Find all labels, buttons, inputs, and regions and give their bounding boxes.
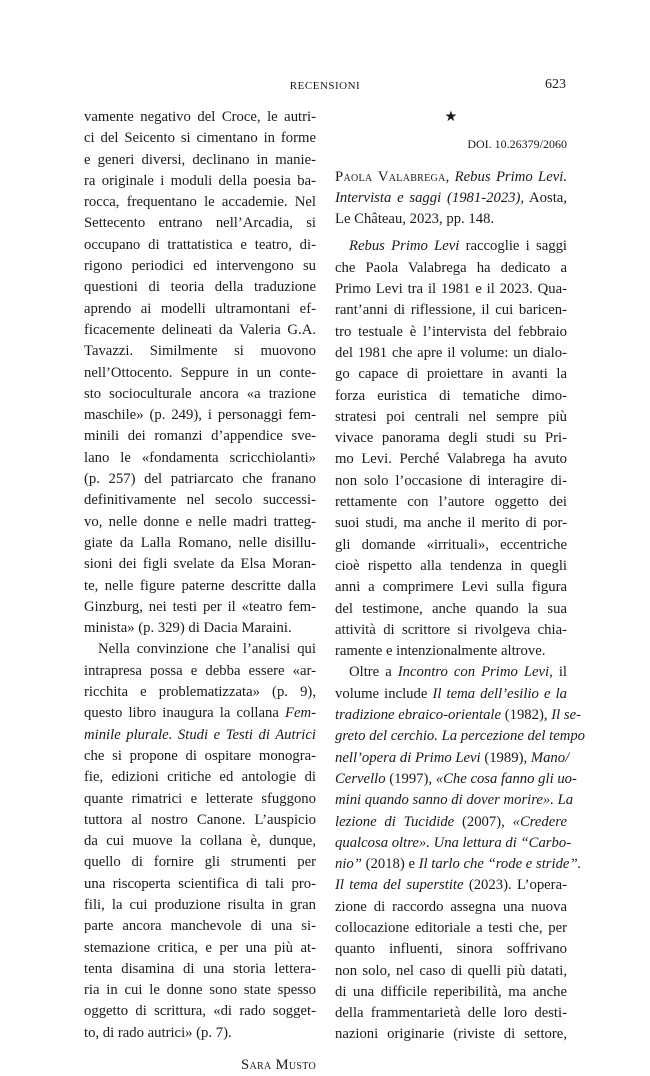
signature: Sara Musto — [241, 1057, 316, 1074]
text-line: della frammentarietà delle loro desti- — [335, 1005, 567, 1022]
text-line: rocca, frequentano le accademie. Nel — [84, 194, 316, 211]
text-line: del testimone, anche quando la sua — [335, 600, 567, 617]
text-line: rigono periodici ed intervengono su — [84, 258, 316, 275]
text-line: questioni di teoria della traduzione — [84, 279, 316, 296]
work-title: nell’opera di Primo Levi — [335, 749, 481, 766]
work-title: «Che cosa fanno gli uo- — [435, 770, 577, 787]
text-line: non solo, nel caso di quelli più datati, — [335, 962, 567, 979]
book-title: Intervista e saggi (1981-2023), — [335, 189, 525, 206]
series-title-fragment: Fem- — [285, 705, 316, 722]
text-line: Tavazzi. Similmente si muovono — [84, 343, 316, 360]
work-title: Il tema dell’esilio e la — [432, 685, 567, 702]
work-title: Il tarlo che “rode e stride”. — [418, 856, 582, 873]
text-line: zione di raccordo assegna una nuova — [335, 898, 567, 915]
running-title: RECENSIONI — [289, 80, 361, 92]
book-title: Rebus Primo Levi — [349, 238, 460, 255]
text-line: del 1981 che apre il volume: un dialo- — [335, 344, 567, 361]
text-line: vivace panorama degli studi su Pri- — [335, 430, 567, 447]
text-line — [335, 684, 567, 705]
text-line: tuttora al nostro Canone. L’auspicio — [84, 811, 316, 828]
text-line — [335, 726, 586, 747]
book-title: Rebus Primo Levi. — [454, 168, 568, 185]
text-line: to, di rado autrici» (p. 7). — [84, 1024, 232, 1041]
citation-line: Paola Valabrega, Rebus Primo Levi. — [335, 168, 568, 185]
work-title: lezione di Tucidide — [335, 813, 455, 830]
text-line: tenta disamina di una storia lettera- — [84, 960, 316, 977]
text-line: stemazione critica, e per una più at- — [84, 939, 316, 956]
work-title: Il tema del superstite — [335, 877, 464, 894]
text-fragment: questo libro inaugura la collana — [84, 705, 285, 722]
paragraph — [335, 662, 586, 1045]
doi: DOI. 10.26379/2060 — [467, 137, 567, 152]
text-line: ramente e intenzionalmente altrove. — [335, 643, 546, 660]
paragraph — [84, 107, 316, 639]
text-line — [335, 812, 567, 833]
text-line: ficacemente delineati da Valeria G.A. — [84, 321, 316, 338]
text-line: che si propone di ospitare monogra- — [84, 747, 316, 764]
text-line: aprendo ai modelli ultramontani ef- — [84, 300, 316, 317]
text-line: ricchita e problematizzata» (p. 9), — [84, 684, 316, 701]
text-line: forza euristica di tematiche dimo- — [335, 387, 567, 404]
text-line: ra originale i moduli della poesia ba- — [84, 172, 316, 189]
work-title: Mano/ — [530, 749, 570, 766]
citation-line — [335, 188, 567, 209]
text-line: maschile» (p. 249), i personaggi fem- — [84, 407, 316, 424]
series-title-fragment: minile plurale. Studi e Testi di Autrici — [84, 726, 316, 743]
text-line: definitivamente nel secolo successi- — [84, 492, 316, 509]
work-title: nio” — [335, 856, 362, 873]
page-number: 623 — [545, 77, 566, 92]
text-line: quante rimatrici e letterate sfuggono — [84, 790, 316, 807]
right-column — [335, 107, 586, 1046]
text-line — [335, 769, 577, 790]
text-line: attività di scrittore si rivolgeva chia- — [335, 621, 567, 638]
text-fragment: raccoglie i saggi — [459, 238, 567, 255]
text-line: minista» (p. 329) di Dacia Maraini. — [84, 620, 292, 637]
text-fragment: Aosta, — [524, 189, 567, 206]
text-line: Nella convinzione che l’analisi qui — [98, 641, 316, 658]
text-line: Settecento entrano nell’Arcadia, si — [84, 215, 316, 232]
text-fragment: (1989), — [480, 749, 531, 766]
text-fragment: (2023). L’opera- — [463, 877, 567, 894]
text-line: una riscoperta scientifica di tali pro- — [84, 875, 316, 892]
text-line: sioni dei figli svelate da Elsa Moran- — [84, 556, 316, 573]
paragraph — [84, 639, 316, 1044]
work-title: Il se- — [551, 707, 581, 724]
text-fragment: volume include — [335, 685, 433, 702]
paragraph — [335, 236, 567, 662]
work-title: «Credere — [512, 813, 567, 830]
text-line — [335, 662, 567, 683]
text-line: quello di fornire gli strumenti per — [84, 854, 316, 871]
book-citation — [335, 167, 567, 231]
text-fragment: (1997), — [385, 770, 436, 787]
text-line: ci del Seicento si cimentano in forme — [84, 130, 316, 147]
text-line: da cui muove la collana è, dunque, — [84, 833, 316, 850]
text-line: fili, la cui produzione risulta in gran — [84, 896, 316, 913]
text-line: lano le «fondamenta scricchiolanti» — [84, 449, 316, 466]
text-line — [335, 705, 581, 726]
book-author: Paola Valabrega — [335, 168, 446, 185]
text-line — [335, 748, 570, 769]
text-line — [335, 875, 567, 896]
text-line: vamente negativo del Croce, le autri- — [84, 109, 316, 125]
text-line: mo Levi. Perché Valabrega ha avuto — [335, 451, 567, 468]
work-title: qualcosa oltre». Una lettura di “Carbo- — [335, 834, 572, 851]
work-title: Incontro con Primo Levi — [397, 664, 550, 681]
text-line — [335, 790, 574, 811]
text-line: (p. 257) del patriarcato che franano — [84, 471, 316, 488]
text-line: fie, edizioni critiche ed antologie di — [84, 769, 316, 786]
text-fragment: Oltre a — [349, 664, 398, 681]
text-line: anni a comprimere Levi sulla figura — [335, 579, 567, 596]
text-line: gli domande «irrituali», eccentriche — [335, 536, 567, 553]
text-line: cioè rispetto alla tendenza in quegli — [335, 557, 567, 574]
text-line: rettamente con l’autore oggetto dei — [335, 494, 567, 511]
star-separator-icon: ★ — [444, 109, 458, 125]
text-line: oggetto di scrittura, «di rado sogget- — [84, 1003, 316, 1020]
text-line: di una difficile reperibilità, ma anche — [335, 983, 567, 1000]
text-line — [335, 854, 582, 875]
text-line: quanto influenti, sinora soffrivano — [335, 941, 567, 958]
text-line: Primo Levi tra il 1981 e il 2023. Qua- — [335, 281, 567, 298]
text-line: occupano di trattatistica e teatro, di- — [84, 236, 316, 253]
text-line — [335, 833, 572, 854]
left-column — [84, 107, 316, 1076]
text-line: che Paola Valabrega ha dedicato a — [335, 259, 567, 276]
text-line: nell’Ottocento. Seppure in un conte- — [84, 364, 316, 381]
text-line: vo, nelle donne e nelle madri tratteg- — [84, 513, 316, 530]
text-line: rant’anni di riflessione, il cui baricen- — [335, 302, 567, 319]
text-fragment: (1982), — [501, 707, 552, 724]
text-fragment: , il — [549, 664, 567, 681]
text-line: non solo l’occasione di interagire di- — [335, 472, 567, 489]
text-line: parte ancora manchevole di una si- — [84, 918, 316, 935]
work-title: mini quando sanno di dover morire». La — [335, 792, 574, 809]
work-title: tradizione ebraico-orientale — [335, 707, 502, 724]
text-line: nazioni originarie (riviste di settore, — [335, 1026, 567, 1043]
text-line: minili dei romanzi d’appendice sve- — [84, 428, 316, 445]
text-line: collocazione editoriale a testi che, per — [335, 919, 567, 936]
citation-line: Le Château, 2023, pp. 148. — [335, 211, 495, 228]
text-line: suoi studi, ma anche il merito di por- — [335, 515, 567, 532]
text-line: Ginzburg, nei testi per il «teatro fem- — [84, 598, 316, 615]
text-line — [335, 236, 567, 257]
text-line: sto socioculturale ancora «a trazione — [84, 385, 316, 402]
text-line: ria in cui le donne sono state spesso — [84, 982, 316, 999]
work-title: Cervello — [335, 770, 386, 787]
text-line: stratesi poi centrali nel sempre più — [335, 408, 567, 425]
work-title: greto del cerchio. La percezione del tempo — [335, 728, 586, 745]
text-line: giate da Lalla Romano, nelle disillu- — [84, 534, 316, 551]
text-line: intrapresa possa e debba essere «ar- — [84, 662, 316, 679]
text-line — [84, 725, 316, 746]
text-line: tro testuale è l’intervista del febbraio — [335, 323, 567, 340]
text-fragment: (2018) e — [361, 856, 419, 873]
text-line: e generi diversi, declinano in manie- — [84, 151, 316, 168]
text-fragment: (2007), — [454, 813, 513, 830]
text-line — [84, 703, 316, 724]
text-line: te, nelle figure paterne descritte dalla — [84, 577, 316, 594]
text-line: go capace di proiettare in avanti la — [335, 366, 567, 383]
